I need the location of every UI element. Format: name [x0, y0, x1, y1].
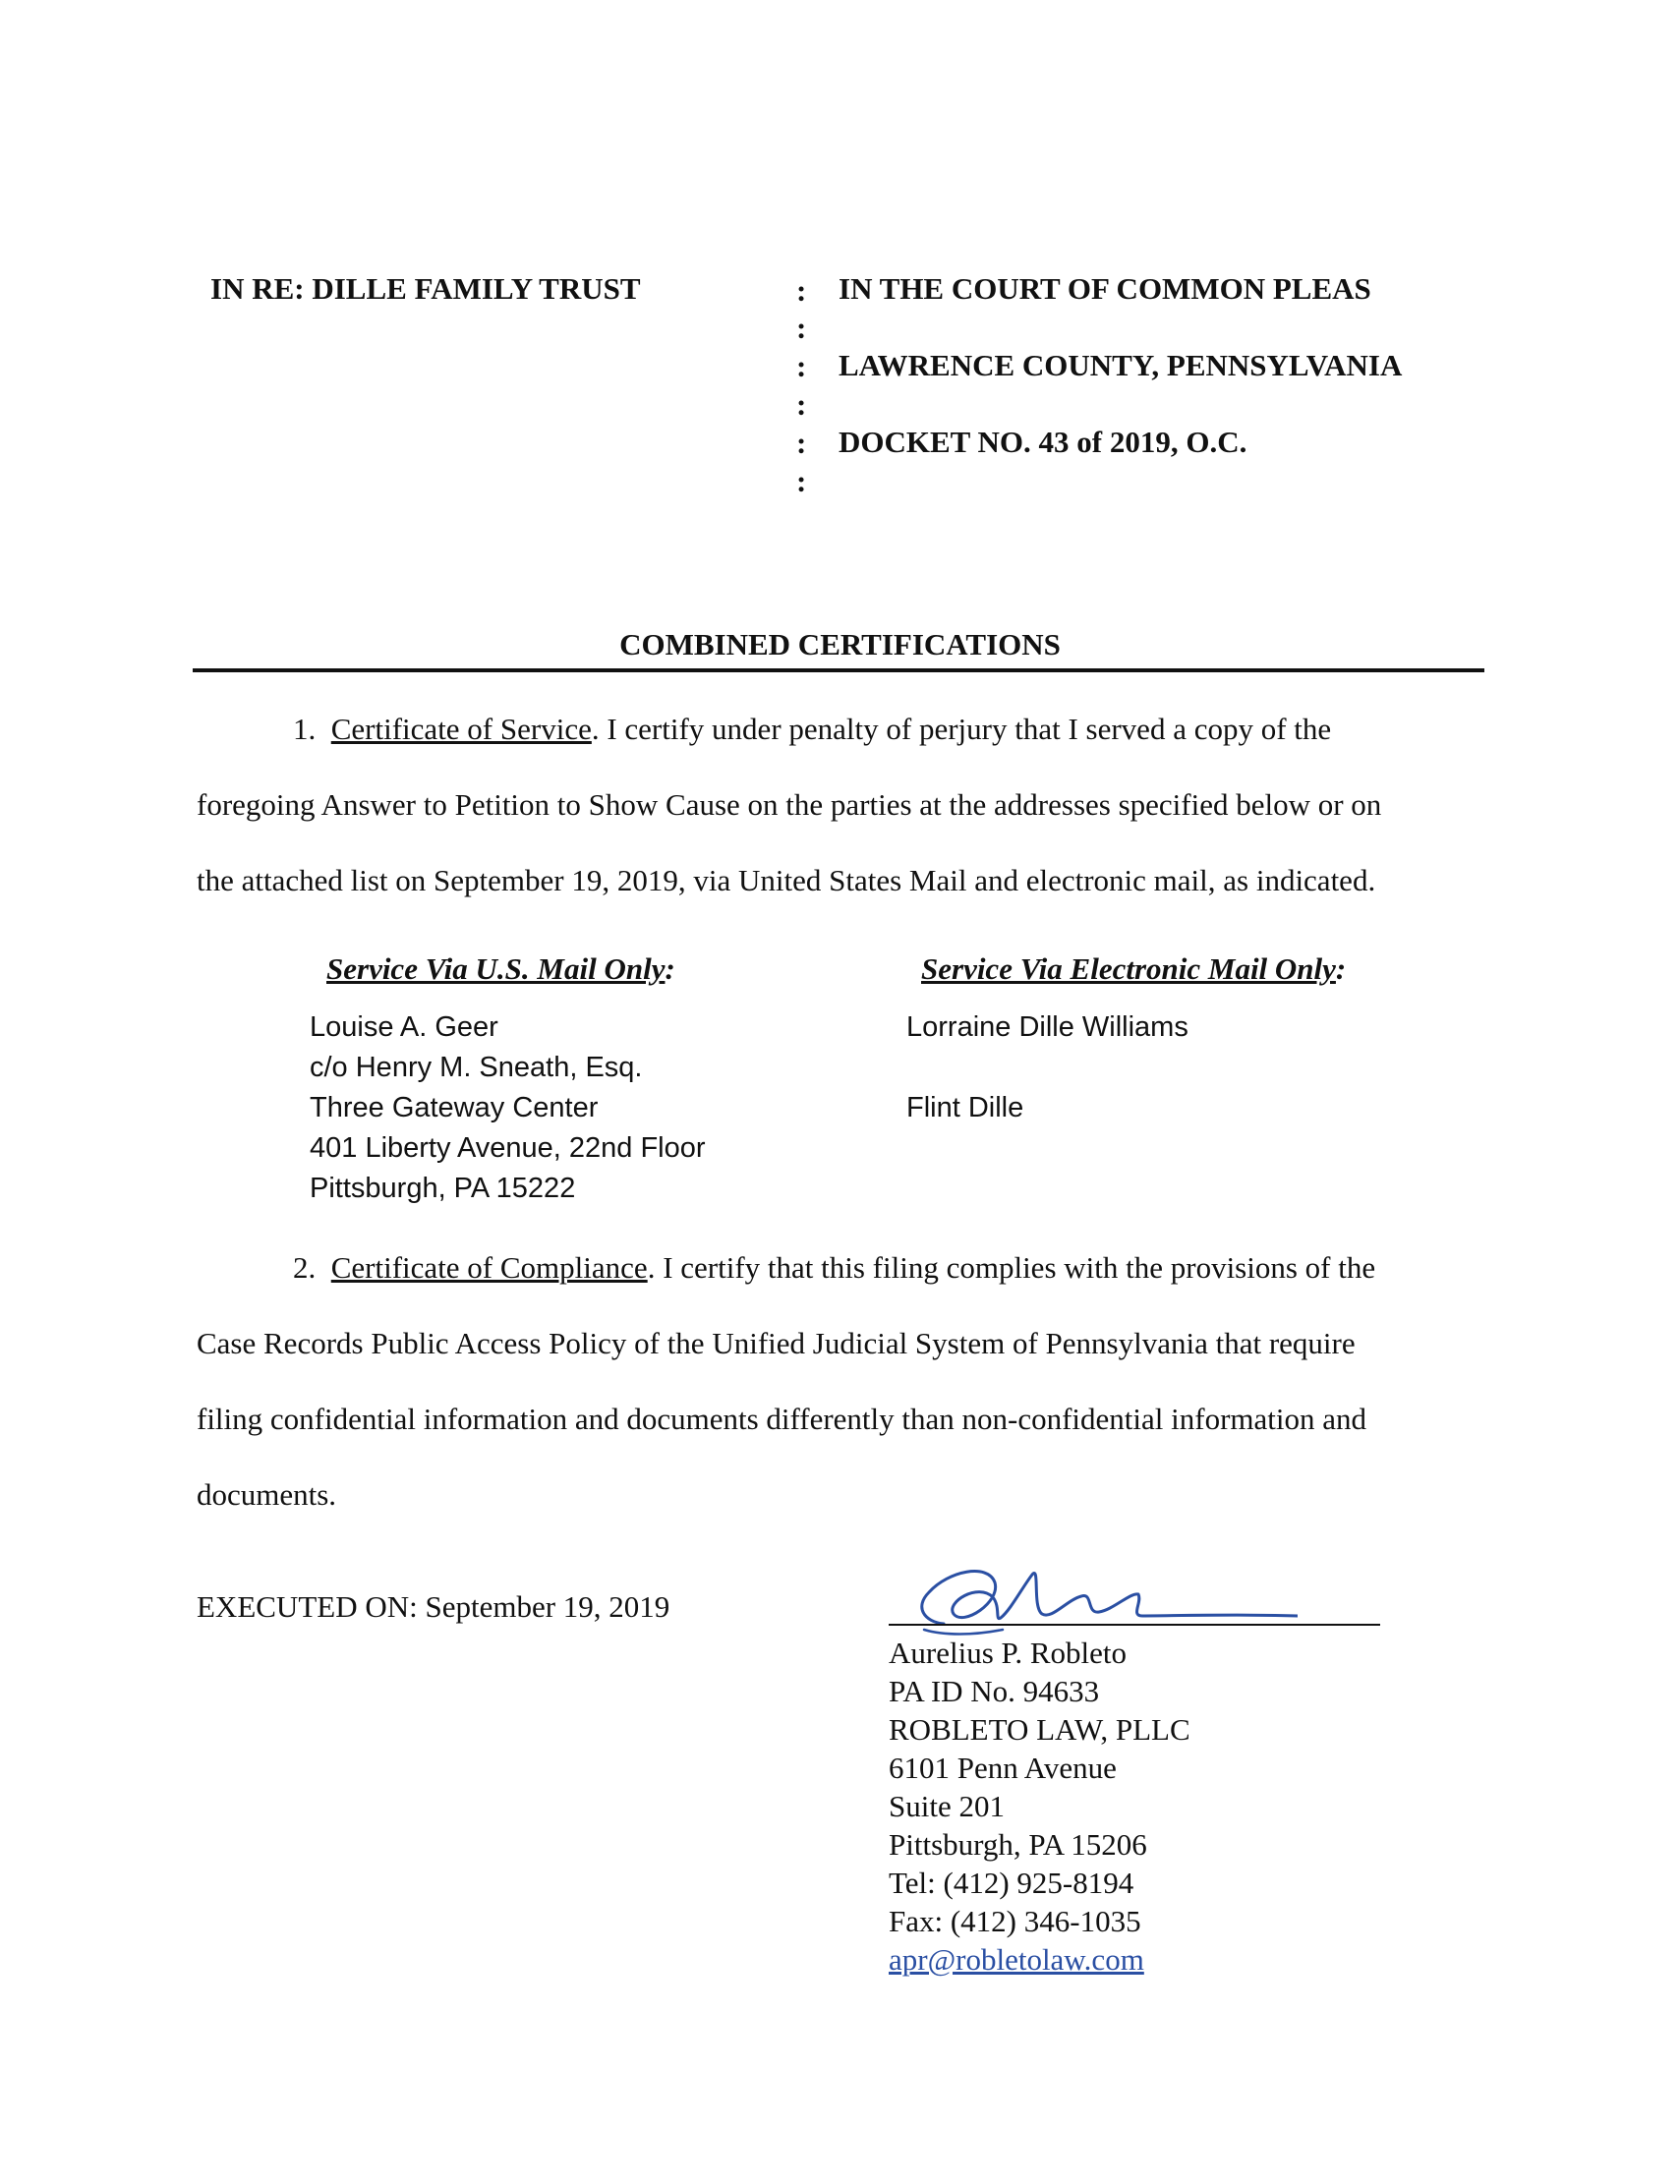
mail-recipient-line: c/o Henry M. Sneath, Esq.: [310, 1052, 643, 1083]
email-recipient-line: Flint Dille: [906, 1092, 1024, 1123]
cert-compliance-line2: Case Records Public Access Policy of the Unified Judicial System of Pennsylvania that require: [197, 1326, 1356, 1360]
mail-recipient-line: 401 Liberty Avenue, 22nd Floor: [310, 1132, 706, 1164]
caption-colon: :: [796, 273, 807, 308]
signer-name: Aurelius P. Robleto: [889, 1636, 1127, 1670]
caption-colon: :: [796, 311, 807, 345]
firm-phone: Tel: (412) 925-8194: [889, 1866, 1134, 1900]
cert-service-text1: . I certify under penalty of perjury that I served a copy of the: [591, 712, 1332, 746]
signer-pa-id: PA ID No. 94633: [889, 1674, 1100, 1708]
service-mail-heading: [326, 951, 675, 987]
cert-service-number: 1.: [293, 712, 317, 746]
firm-address-line1: 6101 Penn Avenue: [889, 1751, 1117, 1785]
title-rule: [193, 668, 1484, 672]
firm-city: Pittsburgh, PA 15206: [889, 1827, 1147, 1862]
service-mail-heading-text: Service Via U.S. Mail Only: [326, 951, 666, 986]
mail-recipient-line: Three Gateway Center: [310, 1092, 599, 1123]
cert-compliance-number: 2.: [293, 1250, 317, 1285]
executed-on: EXECUTED ON: September 19, 2019: [197, 1589, 670, 1624]
firm-name: ROBLETO LAW, PLLC: [889, 1712, 1190, 1747]
document-title: COMBINED CERTIFICATIONS: [619, 627, 1061, 661]
service-email-heading-text: Service Via Electronic Mail Only: [921, 951, 1336, 986]
service-mail-heading-colon: :: [665, 951, 675, 986]
signature-line: [889, 1624, 1380, 1626]
caption-colon: :: [796, 349, 807, 383]
firm-address-line2: Suite 201: [889, 1789, 1005, 1823]
county-name: LAWRENCE COUNTY, PENNSYLVANIA: [839, 348, 1403, 382]
signature-block: [889, 1634, 1190, 1979]
cert-service-line1: [293, 712, 1331, 747]
cert-service-line2: foregoing Answer to Petition to Show Cause on the parties at the addresses specified below or on: [197, 787, 1382, 822]
cert-compliance-text1: . I certify that this filing complies with the provisions of the: [647, 1250, 1376, 1285]
service-email-heading-colon: :: [1335, 951, 1347, 986]
cert-compliance-line1: [293, 1250, 1375, 1286]
email-recipient-line: Lorraine Dille Williams: [906, 1011, 1188, 1043]
caption-colon: :: [796, 464, 807, 498]
cert-compliance-line3: filing confidential information and documents differently than non-confidential information and: [197, 1402, 1367, 1436]
service-email-heading: [921, 951, 1346, 987]
cert-service-line3: the attached list on September 19, 2019, via United States Mail and electronic mail, as indicated.: [197, 863, 1376, 897]
cert-compliance-heading: Certificate of Compliance: [330, 1250, 648, 1285]
caption-colon: :: [796, 387, 807, 422]
caption-colon: :: [796, 426, 807, 460]
mail-recipient-line: Pittsburgh, PA 15222: [310, 1173, 576, 1204]
firm-fax: Fax: (412) 346-1035: [889, 1904, 1141, 1938]
cert-compliance-line4: documents.: [197, 1477, 337, 1512]
mail-recipient-line: Louise A. Geer: [310, 1011, 498, 1043]
cert-service-heading: Certificate of Service: [330, 712, 592, 746]
court-name: IN THE COURT OF COMMON PLEAS: [839, 271, 1371, 306]
docket-number: DOCKET NO. 43 of 2019, O.C.: [839, 425, 1247, 459]
firm-email-link[interactable]: apr@robletolaw.com: [889, 1942, 1144, 1977]
case-caption-left: IN RE: DILLE FAMILY TRUST: [210, 271, 641, 306]
